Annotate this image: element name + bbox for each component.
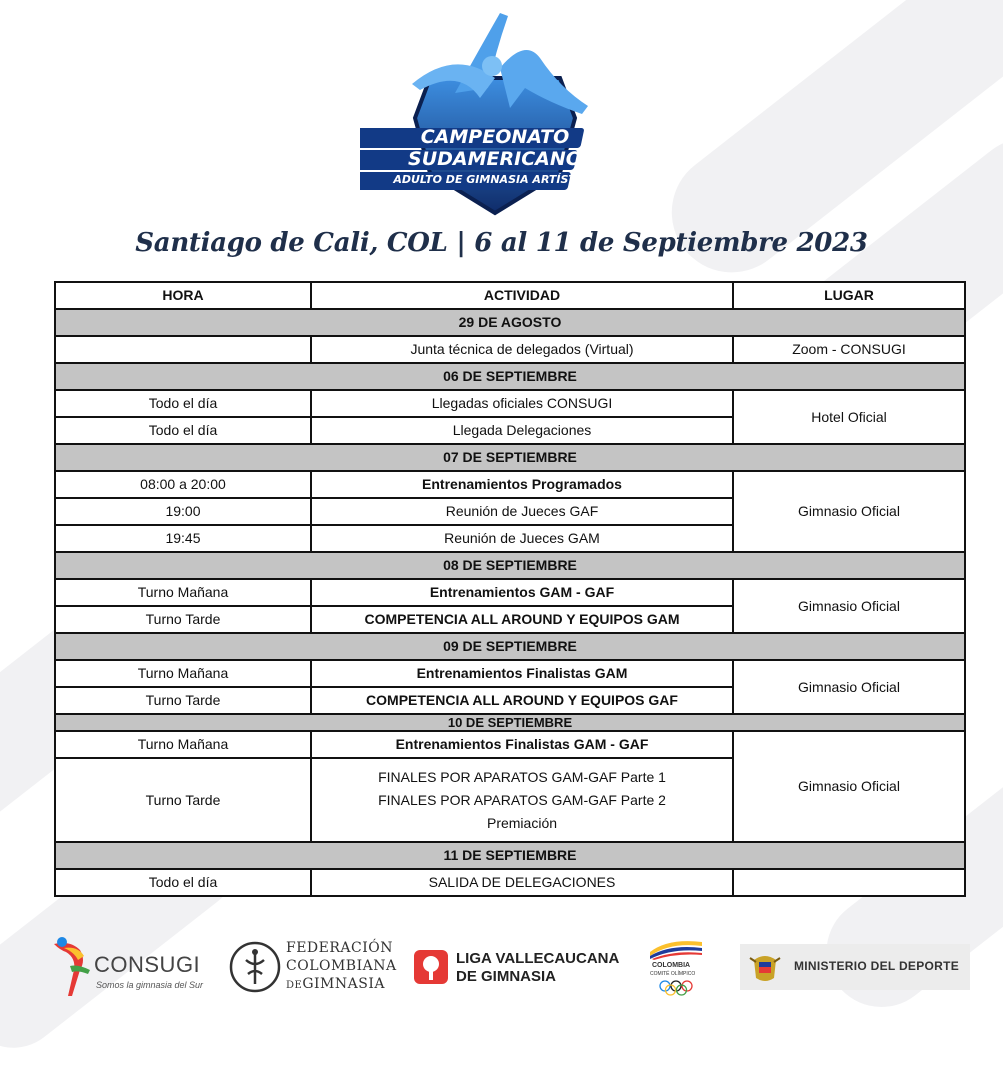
coat-of-arms-icon bbox=[748, 950, 782, 984]
lugar-cell: Hotel Oficial bbox=[733, 390, 965, 444]
date-row bbox=[55, 633, 965, 660]
table-row bbox=[55, 471, 965, 498]
date-row bbox=[55, 309, 965, 336]
hora-cell: Turno Mañana bbox=[55, 731, 311, 758]
lugar-cell bbox=[733, 869, 965, 896]
lugar-cell: Gimnasio Oficial bbox=[733, 731, 965, 842]
date-label: 08 DE SEPTIEMBRE bbox=[55, 552, 965, 579]
consugi-figure-icon bbox=[50, 936, 94, 998]
table-row bbox=[55, 869, 965, 896]
liga-line2: DE GIMNASIA bbox=[456, 968, 557, 985]
hora-cell: Turno Mañana bbox=[55, 660, 311, 687]
actividad-cell: Reunión de Jueces GAM bbox=[311, 525, 733, 552]
table-header-row bbox=[55, 282, 965, 309]
comite-olimpico-logo bbox=[644, 938, 706, 1002]
hora-cell: Todo el día bbox=[55, 869, 311, 896]
table-row bbox=[55, 579, 965, 606]
schedule-table bbox=[54, 281, 966, 897]
liga-emblem-icon bbox=[414, 950, 448, 984]
hora-cell: Turno Mañana bbox=[55, 579, 311, 606]
olympic-rings-icon bbox=[658, 980, 694, 996]
actividad-cell: SALIDA DE DELEGACIONES bbox=[311, 869, 733, 896]
actividad-cell bbox=[311, 758, 733, 842]
logo-title-line1: CAMPEONATO bbox=[420, 126, 570, 148]
gymnast-shield-icon bbox=[360, 8, 630, 218]
lugar-cell: Gimnasio Oficial bbox=[733, 471, 965, 552]
table-row bbox=[55, 731, 965, 758]
championship-logo bbox=[360, 8, 630, 218]
logo-title-line3: ADULTO DE GIMNASIA ARTÍSTICA bbox=[393, 173, 597, 186]
table-row bbox=[55, 336, 965, 363]
table-row bbox=[55, 390, 965, 417]
hora-cell: Turno Tarde bbox=[55, 758, 311, 842]
actividad-cell: COMPETENCIA ALL AROUND Y EQUIPOS GAM bbox=[311, 606, 733, 633]
actividad-line: FINALES POR APARATOS GAM-GAF Parte 1 bbox=[378, 768, 666, 785]
lugar-cell: Gimnasio Oficial bbox=[733, 660, 965, 714]
actividad-cell: Junta técnica de delegados (Virtual) bbox=[311, 336, 733, 363]
lugar-cell: Zoom - CONSUGI bbox=[733, 336, 965, 363]
actividad-cell: Entrenamientos Finalistas GAM bbox=[311, 660, 733, 687]
coc-line1: COLOMBIA bbox=[652, 962, 691, 969]
actividad-line: Premiación bbox=[486, 814, 558, 831]
date-row bbox=[55, 363, 965, 390]
header-actividad: ACTIVIDAD bbox=[311, 282, 733, 309]
consugi-tagline: Somos la gimnasia del Sur bbox=[96, 980, 204, 990]
federacion-line2: COLOMBIANA bbox=[286, 958, 397, 974]
actividad-cell: COMPETENCIA ALL AROUND Y EQUIPOS GAF bbox=[311, 687, 733, 714]
hora-cell: Todo el día bbox=[55, 417, 311, 444]
hora-cell: 08:00 a 20:00 bbox=[55, 471, 311, 498]
actividad-cell: Reunión de Jueces GAF bbox=[311, 498, 733, 525]
federacion-emblem-icon bbox=[228, 940, 282, 994]
actividad-cell: Entrenamientos GAM - GAF bbox=[311, 579, 733, 606]
flag-wave-icon bbox=[648, 938, 704, 960]
federacion-logo bbox=[228, 938, 403, 1000]
hora-cell: Turno Tarde bbox=[55, 687, 311, 714]
federacion-line3-de: DE bbox=[286, 980, 303, 991]
date-label: 06 DE SEPTIEMBRE bbox=[55, 363, 965, 390]
event-location-dates: Santiago de Cali, COL | 6 al 11 de Septiembre 2023 bbox=[135, 228, 868, 258]
hora-cell: 19:00 bbox=[55, 498, 311, 525]
hora-cell: Todo el día bbox=[55, 390, 311, 417]
date-label: 07 DE SEPTIEMBRE bbox=[55, 444, 965, 471]
liga-logo bbox=[414, 948, 624, 990]
date-label: 29 DE AGOSTO bbox=[55, 309, 965, 336]
date-row bbox=[55, 552, 965, 579]
date-row bbox=[55, 444, 965, 471]
sponsor-logos bbox=[0, 930, 1003, 1010]
ministerio-name: MINISTERIO DEL DEPORTE bbox=[794, 959, 960, 973]
logo-title-line2: SUDAMERICANO bbox=[408, 148, 582, 170]
actividad-cell: Entrenamientos Programados bbox=[311, 471, 733, 498]
table-row bbox=[55, 660, 965, 687]
date-row bbox=[55, 842, 965, 869]
ministerio-logo bbox=[740, 944, 970, 990]
actividad-cell: Entrenamientos Finalistas GAM - GAF bbox=[311, 731, 733, 758]
consugi-name: CONSUGI bbox=[94, 952, 201, 977]
hora-cell bbox=[55, 336, 311, 363]
actividad-cell: Llegada Delegaciones bbox=[311, 417, 733, 444]
date-row bbox=[55, 714, 965, 731]
federacion-line3 bbox=[286, 976, 385, 992]
coc-line2: COMITÉ OLÍMPICO bbox=[650, 971, 696, 977]
federacion-line1: FEDERACIÓN bbox=[286, 940, 393, 956]
date-label: 11 DE SEPTIEMBRE bbox=[55, 842, 965, 869]
hora-cell: 19:45 bbox=[55, 525, 311, 552]
date-label: 10 DE SEPTIEMBRE bbox=[55, 714, 965, 731]
federacion-line3-gimnasia: GIMNASIA bbox=[302, 976, 385, 992]
hora-cell: Turno Tarde bbox=[55, 606, 311, 633]
header-hora: HORA bbox=[55, 282, 311, 309]
liga-line1: LIGA VALLECAUCANA bbox=[456, 950, 620, 967]
date-label: 09 DE SEPTIEMBRE bbox=[55, 633, 965, 660]
consugi-logo bbox=[50, 936, 210, 1002]
header-lugar: LUGAR bbox=[733, 282, 965, 309]
lugar-cell: Gimnasio Oficial bbox=[733, 579, 965, 633]
actividad-line: FINALES POR APARATOS GAM-GAF Parte 2 bbox=[378, 791, 666, 808]
actividad-cell: Llegadas oficiales CONSUGI bbox=[311, 390, 733, 417]
